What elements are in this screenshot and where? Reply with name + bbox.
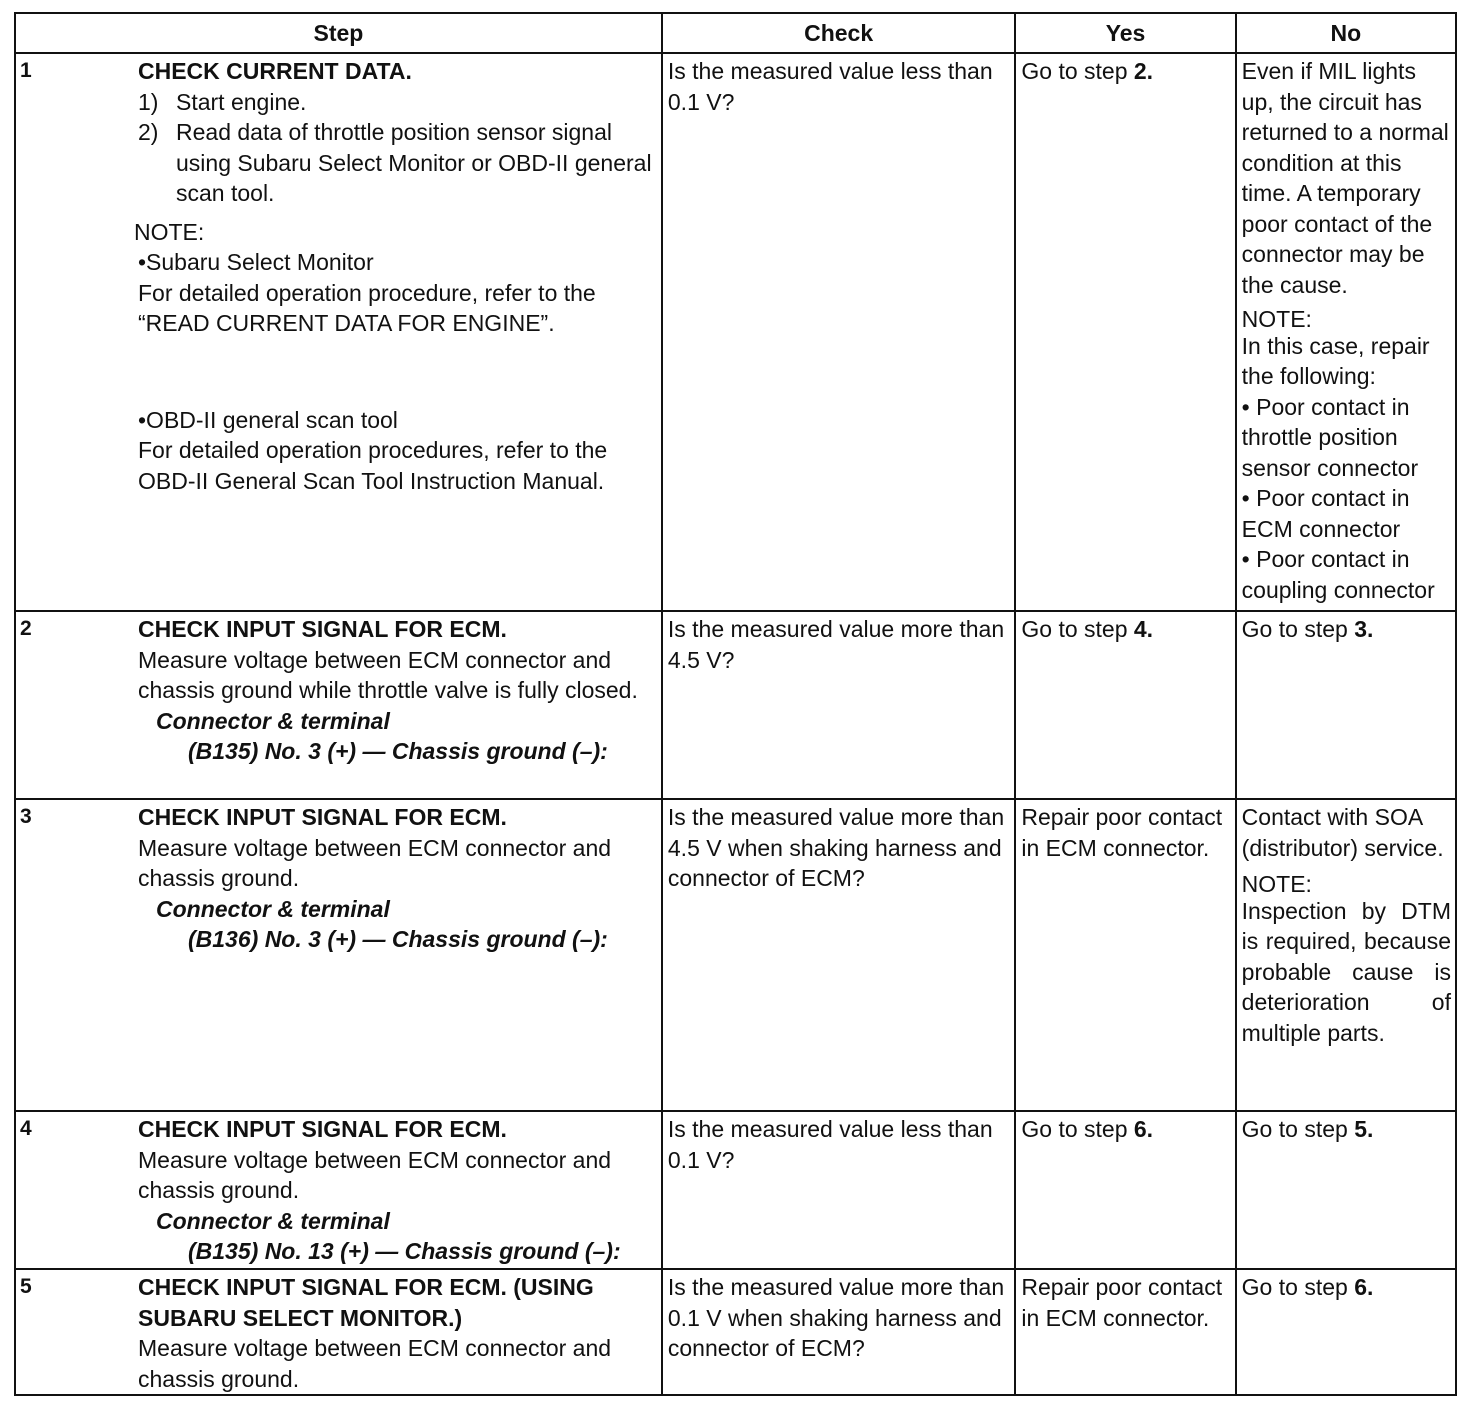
terminal-value: (B135) No. 13 (+) — Chassis ground (–): (188, 1238, 621, 1264)
terminal-label: Connector & terminal (156, 1207, 390, 1234)
yes-cell: Go to step 2. (1015, 53, 1235, 611)
header-row (15, 13, 1456, 53)
step-title: CHECK INPUT SIGNAL FOR ECM. (USING SUBARU SELECT MONITOR.) (138, 1274, 594, 1331)
step-number: 1 (20, 59, 32, 82)
step-number: 4 (20, 1117, 32, 1140)
note-label: NOTE: (1241, 871, 1312, 897)
table-row (15, 799, 1456, 1111)
header-yes: Yes (1015, 13, 1235, 53)
yes-cell: Go to step 6. (1015, 1111, 1235, 1269)
table-row (15, 1269, 1456, 1395)
step-title: CHECK INPUT SIGNAL FOR ECM. (138, 804, 507, 830)
list-item: 1) Start engine. (138, 88, 307, 115)
header-no: No (1236, 13, 1456, 53)
terminal-value: (B135) No. 3 (+) — Chassis ground (–): (188, 738, 608, 764)
step-cell (15, 799, 662, 1111)
no-text: Even if MIL lights up, the circuit has returned to a normal condition at this time. A temporary poor contact of the connector may be the cause. (1241, 58, 1449, 298)
yes-cell: Go to step 4. (1015, 611, 1235, 799)
step-number: 3 (20, 805, 32, 828)
check-cell: Is the measured value more than 4.5 V? (662, 611, 1015, 799)
terminal-label: Connector & terminal (156, 707, 390, 734)
table-row (15, 53, 1456, 611)
terminal-value: (B136) No. 3 (+) — Chassis ground (–): (188, 926, 608, 952)
list-item: • Poor contact in ECM connector (1241, 485, 1410, 542)
no-cell (1236, 53, 1456, 611)
note-text: Inspection by DTM is required, because probable cause is deterioration of multiple parts. (1241, 897, 1451, 1046)
step-cell (15, 1269, 662, 1395)
step-text: Measure voltage between ECM connector and chassis ground while throttle valve is fully closed. (138, 646, 638, 703)
step-title: CHECK INPUT SIGNAL FOR ECM. (138, 616, 507, 642)
no-cell: Go to step 5. (1236, 1111, 1456, 1269)
step-title: CHECK CURRENT DATA. (138, 58, 412, 84)
terminal-label: Connector & terminal (156, 895, 390, 922)
yes-cell: Repair poor contact in ECM connector. (1015, 799, 1235, 1111)
note-text: For detailed operation procedures, refer to the OBD-II General Scan Tool Instruction Manual. (138, 437, 608, 494)
no-cell: Go to step 6. (1236, 1269, 1456, 1395)
yes-cell: Repair poor contact in ECM connector. (1015, 1269, 1235, 1395)
no-text: Contact with SOA (distributor) service. (1241, 804, 1444, 861)
note-text: In this case, repair the following: (1241, 332, 1430, 389)
step-number: 2 (20, 617, 32, 640)
header-step: Step (15, 13, 662, 53)
check-cell: Is the measured value more than 4.5 V when shaking harness and connector of ECM? (662, 799, 1015, 1111)
step-text: Measure voltage between ECM connector and chassis ground. (138, 834, 612, 891)
note-label: NOTE: (134, 218, 205, 245)
diagnostic-table (14, 12, 1457, 1396)
step-cell (15, 1111, 662, 1269)
table-row (15, 1111, 1456, 1269)
no-cell: Go to step 3. (1236, 611, 1456, 799)
check-cell: Is the measured value more than 0.1 V when shaking harness and connector of ECM? (662, 1269, 1015, 1395)
step-cell (15, 611, 662, 799)
list-item: 2) Read data of throttle position sensor signal using Subaru Select Monitor or OBD-II general scan tool. (138, 119, 652, 206)
note-text: For detailed operation procedure, refer to the “READ CURRENT DATA FOR ENGINE”. (138, 279, 596, 336)
check-cell: Is the measured value less than 0.1 V? (662, 1111, 1015, 1269)
step-title: CHECK INPUT SIGNAL FOR ECM. (138, 1116, 507, 1142)
list-item: • Poor contact in coupling connector (1241, 546, 1435, 603)
table-row (15, 611, 1456, 799)
step-cell (15, 53, 662, 611)
note-heading: •OBD-II general scan tool (138, 406, 398, 433)
list-item: • Poor contact in throttle position sensor connector (1241, 393, 1419, 481)
step-text: Measure voltage between ECM connector and chassis ground. (138, 1335, 612, 1392)
step-number: 5 (20, 1275, 32, 1298)
header-check: Check (662, 13, 1015, 53)
note-label: NOTE: (1241, 306, 1312, 332)
step-text: Measure voltage between ECM connector and chassis ground. (138, 1146, 612, 1203)
no-cell (1236, 799, 1456, 1111)
note-heading: •Subaru Select Monitor (138, 249, 374, 275)
check-cell: Is the measured value less than 0.1 V? (662, 53, 1015, 611)
